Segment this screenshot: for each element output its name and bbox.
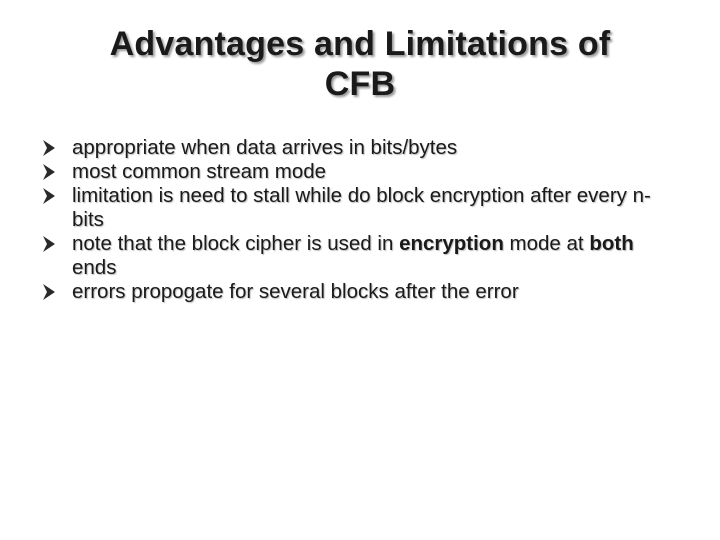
bullet-item-1 [42, 136, 682, 160]
arrowhead-bullet-icon [42, 283, 56, 301]
arrowhead-bullet-icon [42, 187, 56, 205]
bullet-item-4 [42, 232, 682, 280]
arrowhead-bullet-icon [42, 139, 56, 157]
arrowhead-bullet-icon [42, 235, 56, 253]
bullet-text-emphasis: both [589, 232, 634, 255]
bullet-text-segment: ends [72, 256, 117, 279]
slide-title-line-1: Advantages and Limitations of [109, 25, 611, 63]
bullet-item-2 [42, 160, 682, 184]
bullet-text-segment: note that the block cipher is used in [72, 232, 400, 255]
bullet-text: errors propogate for several blocks after the error [72, 280, 519, 303]
bullet-list [42, 136, 682, 304]
bullet-text [72, 232, 634, 279]
bullet-item-3 [42, 184, 682, 232]
bullet-item-5 [42, 280, 682, 304]
bullet-text: appropriate when data arrives in bits/bytes [72, 136, 458, 159]
bullet-text: most common stream mode [72, 160, 327, 183]
slide-title-line-2: CFB [324, 65, 396, 103]
slide-title [40, 24, 680, 104]
bullet-text-emphasis: encryption [399, 232, 504, 255]
bullet-text: limitation is need to stall while do block encryption after every n-bits [72, 184, 651, 231]
bullet-text-segment: mode at [503, 232, 590, 255]
arrowhead-bullet-icon [42, 163, 56, 181]
